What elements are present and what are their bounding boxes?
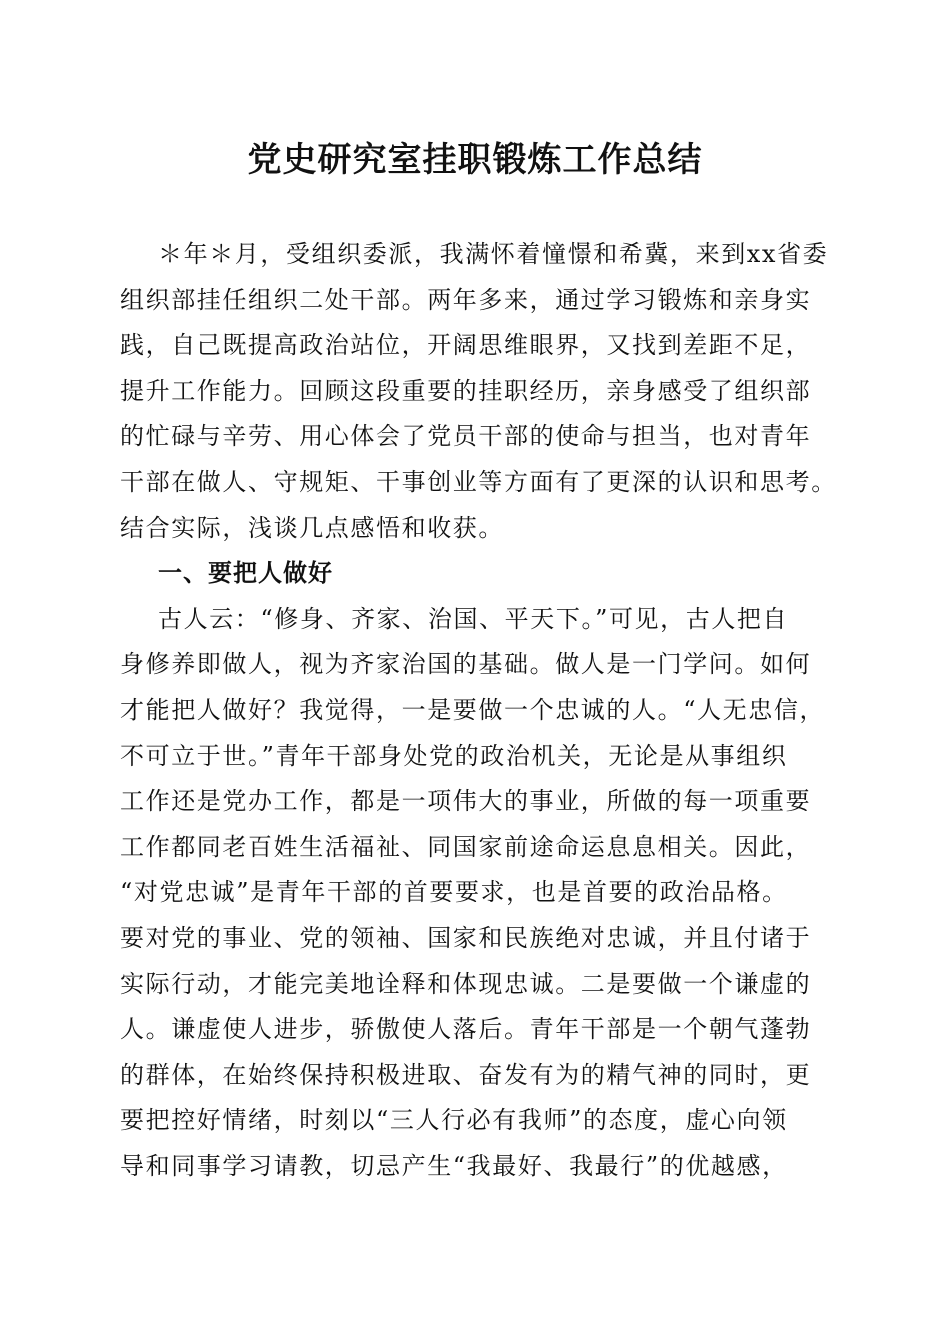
text-line: 实际行动，才能完美地诠释和体现忠诚。二是要做一个谦虚的 bbox=[120, 969, 812, 998]
text-line: 工作还是党办工作，都是一项伟大的事业，所做的每一项重要 bbox=[120, 787, 812, 816]
text-line: 不可立于世。”青年干部身处党的政治机关，无论是从事组织 bbox=[120, 741, 788, 770]
text-line: 要对党的事业、党的领袖、国家和民族绝对忠诚，并且付诸于 bbox=[120, 923, 812, 952]
text-line: 组织部挂任组织二处干部。两年多来，通过学习锻炼和亲身实 bbox=[120, 285, 812, 314]
text-line: 干部在做人、守规矩、干事创业等方面有了更深的认识和思考。 bbox=[120, 467, 837, 496]
text-line: 人。谦虚使人进步，骄傲使人落后。青年干部是一个朝气蓬勃 bbox=[120, 1015, 812, 1044]
text-line: 才能把人做好？我觉得，一是要做一个忠诚的人。“人无忠信， bbox=[120, 695, 826, 724]
document-body bbox=[120, 232, 840, 1189]
text-line: 要把控好情绪，时刻以“三人行必有我师”的态度，虚心向领 bbox=[120, 1106, 788, 1135]
text-line: 的群体，在始终保持积极进取、奋发有为的精气神的同时，更 bbox=[120, 1060, 812, 1089]
text-line: “对党忠诚”是青年干部的首要要求，也是首要的政治品格。 bbox=[120, 878, 788, 907]
text-line: 的忙碌与辛劳、用心体会了党员干部的使命与担当，也对青年 bbox=[120, 422, 812, 451]
text-line: 践，自己既提高政治站位，开阔思维眼界，又找到差距不足， bbox=[120, 331, 812, 360]
text-line: 导和同事学习请教，切忌产生“我最好、我最行”的优越感， bbox=[120, 1151, 788, 1180]
text-line: 结合实际，浅谈几点感悟和收获。 bbox=[120, 513, 504, 542]
text-line: ＊年＊月，受组织委派，我满怀着憧憬和希冀，来到xx省委 bbox=[158, 240, 829, 268]
paragraph-intro bbox=[120, 232, 840, 551]
text-line: 古人云：“修身、齐家、治国、平天下。”可见，古人把自 bbox=[158, 604, 789, 633]
text-line: 身修养即做人，视为齐家治国的基础。做人是一门学问。如何 bbox=[120, 650, 812, 679]
section-heading: 一、要把人做好 bbox=[158, 559, 333, 588]
text-line: 工作都同老百姓生活福祉、同国家前途命运息息相关。因此， bbox=[120, 832, 812, 861]
paragraph-section-1 bbox=[120, 597, 840, 1190]
document-title: 党史研究室挂职锻炼工作总结 bbox=[247, 140, 703, 180]
text-line: 提升工作能力。回顾这段重要的挂职经历，亲身感受了组织部 bbox=[120, 376, 812, 405]
